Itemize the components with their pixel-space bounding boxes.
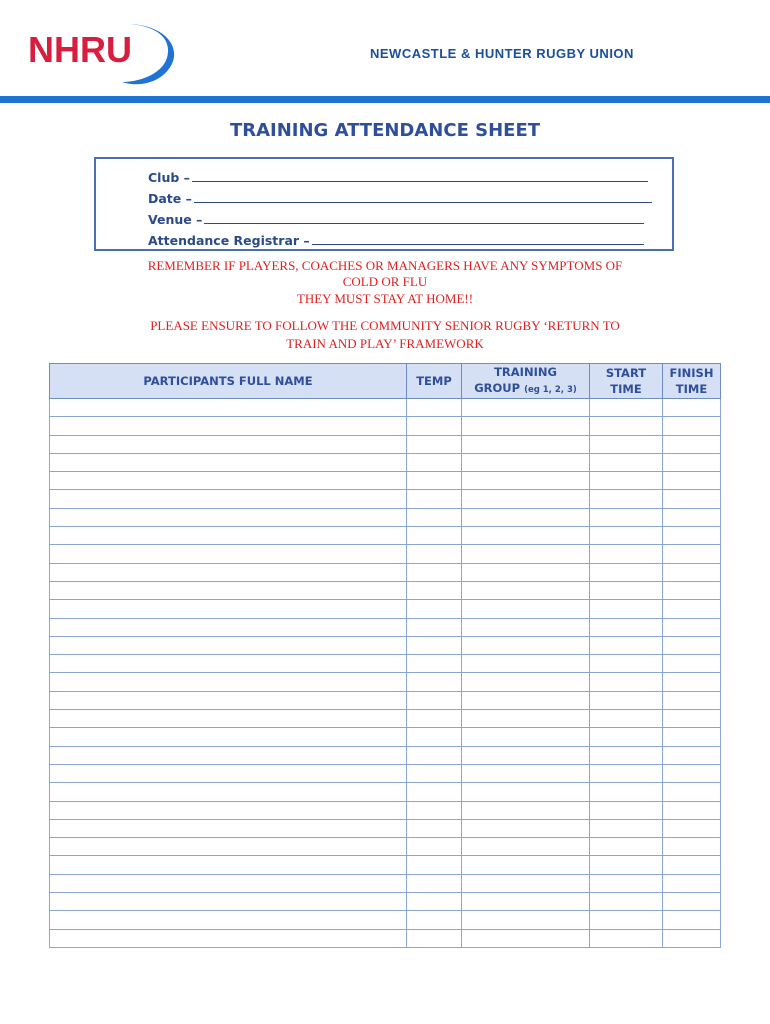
start-time-cell[interactable] — [590, 453, 663, 471]
group-cell[interactable] — [462, 490, 590, 508]
finish-time-cell[interactable] — [663, 435, 721, 453]
start-time-cell[interactable] — [590, 801, 663, 819]
finish-time-cell[interactable] — [663, 838, 721, 856]
start-time-cell[interactable] — [590, 838, 663, 856]
column-header-temp: TEMP — [407, 364, 462, 399]
table-row — [50, 728, 721, 746]
finish-time-cell[interactable] — [663, 911, 721, 929]
name-cell[interactable] — [50, 527, 407, 545]
name-cell[interactable] — [50, 545, 407, 563]
temp-cell[interactable] — [407, 508, 462, 526]
temp-cell[interactable] — [407, 746, 462, 764]
attendance-table — [49, 363, 721, 948]
finish-time-cell[interactable] — [663, 874, 721, 892]
column-header-name: PARTICIPANTS FULL NAME — [50, 364, 407, 399]
name-cell[interactable] — [50, 435, 407, 453]
name-cell[interactable] — [50, 874, 407, 892]
group-cell[interactable] — [462, 801, 590, 819]
group-cell[interactable] — [462, 783, 590, 801]
name-cell[interactable] — [50, 746, 407, 764]
temp-cell[interactable] — [407, 691, 462, 709]
temp-cell[interactable] — [407, 545, 462, 563]
temp-cell[interactable] — [407, 563, 462, 581]
table-row — [50, 856, 721, 874]
group-cell[interactable] — [462, 527, 590, 545]
start-time-cell[interactable] — [590, 728, 663, 746]
column-header-start: START TIME — [590, 364, 663, 399]
name-cell[interactable] — [50, 728, 407, 746]
table-header-row — [50, 364, 721, 399]
temp-cell[interactable] — [407, 710, 462, 728]
temp-cell[interactable] — [407, 874, 462, 892]
header-divider — [0, 96, 770, 103]
group-cell[interactable] — [462, 435, 590, 453]
start-time-cell[interactable] — [590, 563, 663, 581]
table-row — [50, 691, 721, 709]
finish-time-cell[interactable] — [663, 764, 721, 782]
temp-cell[interactable] — [407, 417, 462, 435]
name-cell[interactable] — [50, 490, 407, 508]
temp-cell[interactable] — [407, 453, 462, 471]
finish-time-cell[interactable] — [663, 746, 721, 764]
finish-time-cell[interactable] — [663, 783, 721, 801]
group-cell[interactable] — [462, 417, 590, 435]
start-time-cell[interactable] — [590, 636, 663, 654]
group-cell[interactable] — [462, 453, 590, 471]
temp-cell[interactable] — [407, 819, 462, 837]
temp-cell[interactable] — [407, 655, 462, 673]
club-blank[interactable] — [192, 169, 648, 182]
table-row — [50, 490, 721, 508]
table-row — [50, 636, 721, 654]
venue-field[interactable] — [148, 211, 644, 227]
name-cell[interactable] — [50, 655, 407, 673]
page-title: TRAINING ATTENDANCE SHEET — [229, 120, 541, 141]
start-time-cell[interactable] — [590, 545, 663, 563]
date-label: Date – — [148, 191, 192, 206]
club-label: Club – — [148, 170, 190, 185]
start-time-cell[interactable] — [590, 856, 663, 874]
logo-text: NHRU — [28, 29, 132, 70]
group-cell[interactable] — [462, 673, 590, 691]
table-row — [50, 618, 721, 636]
temp-cell[interactable] — [407, 893, 462, 911]
start-time-cell[interactable] — [590, 819, 663, 837]
registrar-blank[interactable] — [312, 232, 644, 245]
group-cell[interactable] — [462, 764, 590, 782]
finish-time-cell[interactable] — [663, 527, 721, 545]
start-time-cell[interactable] — [590, 655, 663, 673]
temp-cell[interactable] — [407, 636, 462, 654]
start-time-cell[interactable] — [590, 783, 663, 801]
group-cell[interactable] — [462, 655, 590, 673]
table-row — [50, 545, 721, 563]
framework-notice-line-2: TRAIN AND PLAY’ FRAMEWORK — [286, 336, 484, 351]
name-cell[interactable] — [50, 417, 407, 435]
temp-cell[interactable] — [407, 764, 462, 782]
temp-cell[interactable] — [407, 472, 462, 490]
temp-cell[interactable] — [407, 399, 462, 417]
symptoms-notice-line-1: REMEMBER IF PLAYERS, COACHES OR MANAGERS HAVE ANY SYMPTOMS OF — [147, 258, 623, 273]
temp-cell[interactable] — [407, 838, 462, 856]
start-time-cell[interactable] — [590, 472, 663, 490]
group-cell[interactable] — [462, 618, 590, 636]
group-cell[interactable] — [462, 819, 590, 837]
finish-time-cell[interactable] — [663, 636, 721, 654]
start-time-cell[interactable] — [590, 874, 663, 892]
name-cell[interactable] — [50, 691, 407, 709]
finish-time-cell[interactable] — [663, 453, 721, 471]
temp-cell[interactable] — [407, 435, 462, 453]
start-time-cell[interactable] — [590, 710, 663, 728]
table-row — [50, 911, 721, 929]
start-time-cell[interactable] — [590, 618, 663, 636]
group-cell[interactable] — [462, 893, 590, 911]
start-time-cell[interactable] — [590, 581, 663, 599]
finish-time-cell[interactable] — [663, 600, 721, 618]
group-cell[interactable] — [462, 600, 590, 618]
temp-cell[interactable] — [407, 490, 462, 508]
table-row — [50, 838, 721, 856]
start-time-cell[interactable] — [590, 691, 663, 709]
start-time-cell[interactable] — [590, 435, 663, 453]
column-header-group: TRAINING GROUP (eg 1, 2, 3) — [462, 364, 590, 399]
venue-blank[interactable] — [204, 211, 644, 224]
finish-time-cell[interactable] — [663, 563, 721, 581]
table-row — [50, 472, 721, 490]
table-row — [50, 893, 721, 911]
start-time-cell[interactable] — [590, 490, 663, 508]
group-cell[interactable] — [462, 856, 590, 874]
column-header-finish: FINISH TIME — [663, 364, 721, 399]
table-row — [50, 655, 721, 673]
table-row — [50, 746, 721, 764]
framework-notice-line-1: PLEASE ENSURE TO FOLLOW THE COMMUNITY SENIOR RUGBY ‘RETURN TO — [150, 318, 620, 333]
finish-time-cell[interactable] — [663, 691, 721, 709]
temp-cell[interactable] — [407, 728, 462, 746]
table-row — [50, 710, 721, 728]
registrar-field[interactable] — [148, 232, 644, 248]
finish-time-cell[interactable] — [663, 929, 721, 947]
nhru-logo — [22, 16, 182, 88]
finish-time-cell[interactable] — [663, 819, 721, 837]
symptoms-notice-line-3: THEY MUST STAY AT HOME!! — [296, 291, 474, 306]
finish-time-cell[interactable] — [663, 508, 721, 526]
finish-time-cell[interactable] — [663, 801, 721, 819]
name-cell[interactable] — [50, 893, 407, 911]
table-row — [50, 399, 721, 417]
start-time-cell[interactable] — [590, 417, 663, 435]
name-cell[interactable] — [50, 618, 407, 636]
temp-cell[interactable] — [407, 929, 462, 947]
attendance-rows — [50, 399, 721, 948]
group-cell[interactable] — [462, 399, 590, 417]
start-time-cell[interactable] — [590, 893, 663, 911]
venue-label: Venue – — [148, 212, 203, 227]
table-row — [50, 673, 721, 691]
finish-time-cell[interactable] — [663, 545, 721, 563]
temp-cell[interactable] — [407, 856, 462, 874]
group-cell[interactable] — [462, 472, 590, 490]
group-cell[interactable] — [462, 838, 590, 856]
finish-time-cell[interactable] — [663, 728, 721, 746]
name-cell[interactable] — [50, 929, 407, 947]
date-blank[interactable] — [194, 190, 652, 203]
table-row — [50, 453, 721, 471]
table-row — [50, 435, 721, 453]
name-cell[interactable] — [50, 399, 407, 417]
name-cell[interactable] — [50, 710, 407, 728]
group-cell[interactable] — [462, 636, 590, 654]
name-cell[interactable] — [50, 581, 407, 599]
group-cell[interactable] — [462, 746, 590, 764]
organisation-name: NEWCASTLE & HUNTER RUGBY UNION — [370, 46, 634, 61]
finish-time-cell[interactable] — [663, 581, 721, 599]
finish-time-cell[interactable] — [663, 618, 721, 636]
temp-cell[interactable] — [407, 600, 462, 618]
registrar-label: Attendance Registrar – — [148, 233, 310, 248]
table-row — [50, 783, 721, 801]
name-cell[interactable] — [50, 819, 407, 837]
start-time-cell[interactable] — [590, 508, 663, 526]
finish-time-cell[interactable] — [663, 710, 721, 728]
group-cell[interactable] — [462, 911, 590, 929]
temp-cell[interactable] — [407, 911, 462, 929]
finish-time-cell[interactable] — [663, 673, 721, 691]
table-row — [50, 563, 721, 581]
group-cell[interactable] — [462, 929, 590, 947]
name-cell[interactable] — [50, 636, 407, 654]
group-cell[interactable] — [462, 508, 590, 526]
name-cell[interactable] — [50, 764, 407, 782]
table-row — [50, 764, 721, 782]
finish-time-cell[interactable] — [663, 472, 721, 490]
temp-cell[interactable] — [407, 783, 462, 801]
temp-cell[interactable] — [407, 527, 462, 545]
table-row — [50, 600, 721, 618]
group-cell[interactable] — [462, 581, 590, 599]
table-row — [50, 819, 721, 837]
table-row — [50, 801, 721, 819]
table-row — [50, 508, 721, 526]
group-cell[interactable] — [462, 710, 590, 728]
group-cell[interactable] — [462, 545, 590, 563]
start-time-cell[interactable] — [590, 600, 663, 618]
start-time-cell[interactable] — [590, 911, 663, 929]
name-cell[interactable] — [50, 472, 407, 490]
date-field[interactable] — [148, 190, 652, 206]
symptoms-notice-line-2: COLD OR FLU — [342, 274, 428, 289]
start-time-cell[interactable] — [590, 746, 663, 764]
table-row — [50, 527, 721, 545]
finish-time-cell[interactable] — [663, 490, 721, 508]
group-cell[interactable] — [462, 728, 590, 746]
finish-time-cell[interactable] — [663, 893, 721, 911]
name-cell[interactable] — [50, 856, 407, 874]
start-time-cell[interactable] — [590, 399, 663, 417]
finish-time-cell[interactable] — [663, 856, 721, 874]
table-row — [50, 417, 721, 435]
name-cell[interactable] — [50, 453, 407, 471]
name-cell[interactable] — [50, 508, 407, 526]
name-cell[interactable] — [50, 673, 407, 691]
name-cell[interactable] — [50, 838, 407, 856]
start-time-cell[interactable] — [590, 764, 663, 782]
temp-cell[interactable] — [407, 581, 462, 599]
finish-time-cell[interactable] — [663, 399, 721, 417]
name-cell[interactable] — [50, 911, 407, 929]
start-time-cell[interactable] — [590, 929, 663, 947]
start-time-cell[interactable] — [590, 673, 663, 691]
table-row — [50, 874, 721, 892]
temp-cell[interactable] — [407, 618, 462, 636]
group-cell[interactable] — [462, 563, 590, 581]
table-row — [50, 929, 721, 947]
temp-cell[interactable] — [407, 673, 462, 691]
table-row — [50, 581, 721, 599]
temp-cell[interactable] — [407, 801, 462, 819]
name-cell[interactable] — [50, 801, 407, 819]
name-cell[interactable] — [50, 563, 407, 581]
start-time-cell[interactable] — [590, 527, 663, 545]
finish-time-cell[interactable] — [663, 417, 721, 435]
name-cell[interactable] — [50, 600, 407, 618]
group-cell[interactable] — [462, 691, 590, 709]
finish-time-cell[interactable] — [663, 655, 721, 673]
club-field[interactable] — [148, 169, 648, 185]
group-cell[interactable] — [462, 874, 590, 892]
details-box — [94, 157, 674, 251]
name-cell[interactable] — [50, 783, 407, 801]
